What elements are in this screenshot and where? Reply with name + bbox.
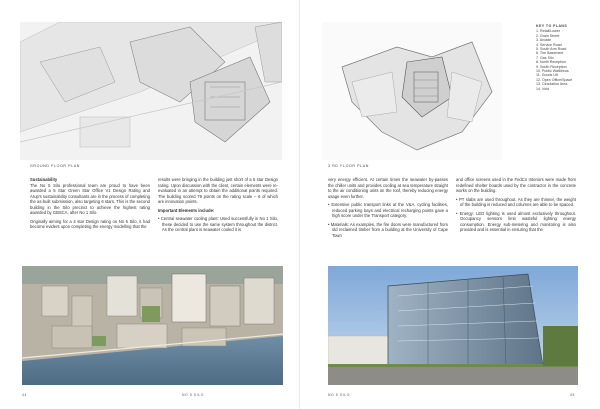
plan-key-item: 11. Goods Lift bbox=[536, 73, 559, 78]
subheading: Important Elements include: bbox=[158, 207, 215, 213]
plan-key-item: 6. The Basement bbox=[536, 51, 564, 56]
running-footer: NO 5 SILO bbox=[328, 393, 350, 397]
bullet-item: • Energy: LED lighting is used almost exclusively throughout. Occupancy sensors limit wasteful lighting energy consumption. Energy sub-metering and monitoring is also provided and is essential in ensuring that the bbox=[456, 210, 576, 232]
running-footer: NO 5 SILO bbox=[182, 393, 204, 397]
plan-key-item: 10. Public Walkthrus bbox=[536, 69, 569, 74]
third-floor-plan-caption: 3 RD FLOOR PLAN bbox=[328, 164, 369, 168]
ground-floor-plan-caption: GROUND FLOOR PLAN bbox=[30, 164, 80, 168]
bullet-item: • Extensive public transport links at the V&A, cycling facilities, reduced parking bays and electrical recharging points gave a high score under the Transport category. bbox=[328, 202, 448, 218]
bullet-item: • Materials: As examples, the fire doors were manufactured from old reclaimed timber from a building at the University of Cape Town bbox=[328, 221, 448, 238]
text-column-3 bbox=[328, 177, 448, 241]
page-number: 44 bbox=[22, 393, 27, 397]
plan-key-item: 5. South Arm Road bbox=[536, 47, 567, 52]
text-column-1 bbox=[30, 177, 150, 233]
paragraph: Originally aiming for a 4 star Design rating on No 5 Silo, it had become evident upon completing the energy modelling that the bbox=[30, 218, 150, 229]
plan-key-item: 12. Open Office/Space bbox=[536, 77, 573, 82]
plan-key-list bbox=[536, 29, 596, 91]
paragraph: results were bringing in the building just short of a 5 star Design rating. Upon discussion with the client, certain elements were re-evaluated in an attempt to obtain the additional points required. The building scored 79 points on the rating scale – 6 of which are innovation points. bbox=[158, 177, 278, 204]
plan-key-item: 3. Arcade bbox=[536, 38, 552, 43]
aerial-site-photo bbox=[22, 266, 283, 385]
bullet-item: • Central seawater cooling plant: Used successfully in No 1 Silo, these decided to use the same system throughout the district. As the central plant is seawater cooled it is bbox=[158, 216, 278, 232]
page-number: 45 bbox=[570, 393, 575, 397]
plan-key-item: 8. North Reception bbox=[536, 60, 566, 65]
ground-floor-plan-drawing bbox=[20, 22, 282, 160]
bullet-item: • PT slabs are used throughout. As they are thinner, the weight of the building is reduced and columns are able to be spaced. bbox=[456, 196, 576, 207]
sustainability-heading: Sustainability bbox=[30, 177, 58, 182]
text-column-2 bbox=[158, 177, 278, 236]
plan-key-item: 2. Grain Street bbox=[536, 33, 560, 38]
paragraph: very energy efficient. At certain times the seawater by-passes the chiller units and provides cooling at sea temperature straight to the air conditioning units on the roof, thereby reducing energy usage even further. bbox=[328, 177, 448, 199]
paragraph: The No 5 Silo professional team are proud to have been awarded a 5 Star Green Star Office V1 Design Rating and Arup's sustainability consultants are in the process of completing the as-built submission, also targeting 6 stars. This is the second building in the Silo precinct to achieve the highest rating awarded by GBSCA, after No 1 Silo. bbox=[30, 182, 150, 215]
building-exterior-photo bbox=[328, 266, 578, 385]
plan-key-item: 1. Retail/Lower bbox=[536, 29, 560, 34]
plan-key-item: 7. Gas Silo bbox=[536, 55, 554, 60]
plan-key-item: 9. South Reception bbox=[536, 64, 567, 69]
right-page bbox=[300, 0, 600, 409]
plan-key bbox=[536, 24, 596, 91]
plan-key-title: KEY TO PLANS bbox=[536, 24, 568, 28]
paragraph: and office screens used in the FedCo Interiors were made from redefined shelter boards used by the contractor in the concrete works on the building. bbox=[456, 177, 576, 193]
plan-key-item: 13. Circulation Area bbox=[536, 82, 568, 87]
third-floor-plan-drawing bbox=[322, 22, 502, 160]
plan-key-item: 4. Service Road bbox=[536, 42, 562, 47]
plan-key-item: 14. Void bbox=[536, 86, 549, 91]
text-column-4 bbox=[456, 177, 576, 236]
